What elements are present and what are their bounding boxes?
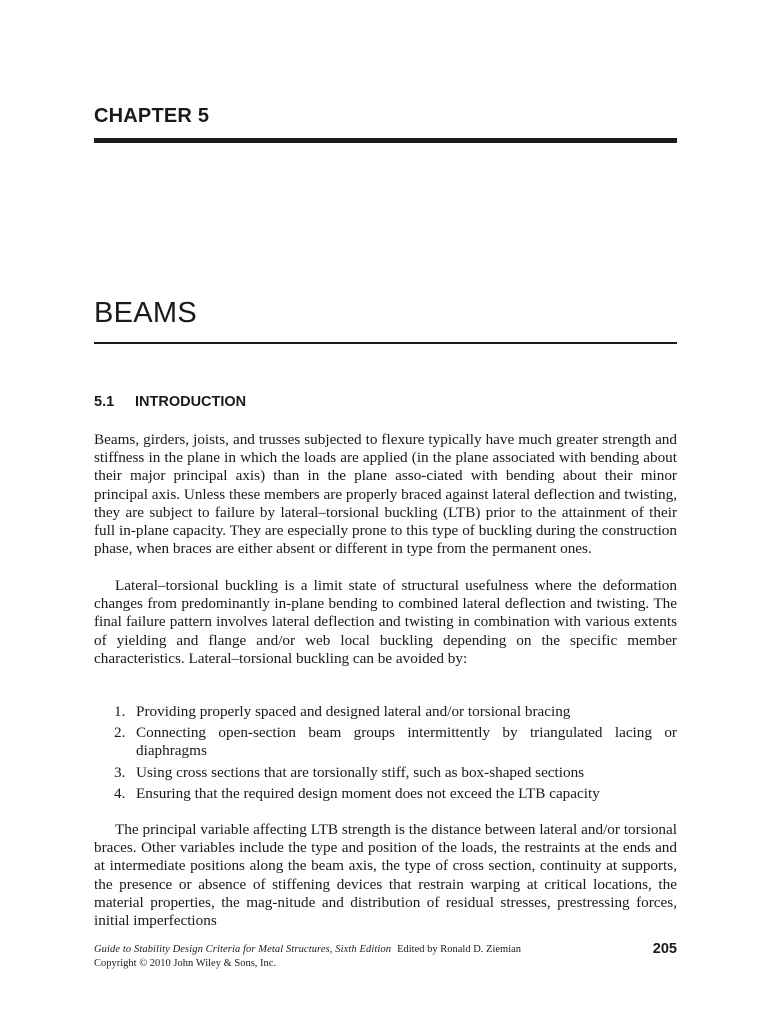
list-item-text: Providing properly spaced and designed lateral and/or torsional bracing (136, 703, 571, 720)
section-heading (94, 393, 246, 411)
footer-citation (94, 943, 677, 957)
list-item-text: Using cross sections that are torsionally stiff, such as box-shaped sections (136, 763, 585, 781)
list-item (94, 764, 677, 782)
paragraph-intro: Beams, girders, joists, and trusses subjected to flexure typically have much greater strength and stiffness in the plane in which the loads are applied (in the plane associated with bending about their major principal axis) than in the plane asso-ciated with bending about their minor principal axis. Unless these members are properly braced against lateral deflection and twisting, they are subject to failure by lateral–torsional buckling (LTB) prior to the attainment of their full in-plane capacity. They are especially prone to this type of buckling during the construction phase, when braces are either absent or different in type from the permanent ones. (94, 431, 677, 558)
list-item (94, 785, 677, 803)
footer-book-title: Guide to Stability Design Criteria for Metal Structures, Sixth Edition (94, 944, 392, 955)
footer-editor: Edited by Ronald D. Ziemian (397, 944, 522, 955)
list-item-number: 1. (114, 703, 126, 720)
list-item (94, 724, 677, 760)
list-item (94, 703, 677, 721)
paragraph-variables: The principal variable affecting LTB strength is the distance between lateral and/or torsional braces. Other variables include the type and position of the loads, the restraints at the ends and at intermediate positions along the beam axis, the type of cross section, continuity at supports, the presence or absence of stiffening devices that restrain warping at critical locations, the material properties, the mag-nitude and distribution of residual stresses, prestressing forces, initial imperfections (94, 821, 677, 930)
title-rule (94, 342, 677, 344)
list-item-text: Ensuring that the required design moment does not exceed the LTB capacity (136, 784, 600, 802)
page-number: 205 (652, 941, 677, 957)
list-item-number: 2. (114, 724, 126, 742)
section-number: 5.1 (94, 394, 115, 410)
list-item-text: Connecting open-section beam groups intermittently by triangulated lacing or diaphragms (136, 724, 677, 760)
chapter-title: BEAMS (94, 297, 198, 329)
list-item-number: 4. (114, 784, 126, 802)
chapter-rule (94, 138, 677, 143)
footer-copyright: Copyright © 2010 John Wiley & Sons, Inc. (94, 958, 277, 969)
section-title: INTRODUCTION (135, 394, 247, 410)
chapter-label: CHAPTER 5 (94, 105, 210, 127)
list-item-number: 3. (114, 763, 126, 781)
paragraph-ltb: Lateral–torsional buckling is a limit state of structural usefulness where the deformation changes from predominantly in-plane bending to combined lateral deflection and twisting. The final failure pattern involves lateral deflection and twisting in combination with various extents of yielding and flange and/or web local buckling depending on the specific member characteristics. Lateral–torsional buckling can be avoided by: (94, 577, 677, 667)
avoidance-list (94, 703, 677, 806)
